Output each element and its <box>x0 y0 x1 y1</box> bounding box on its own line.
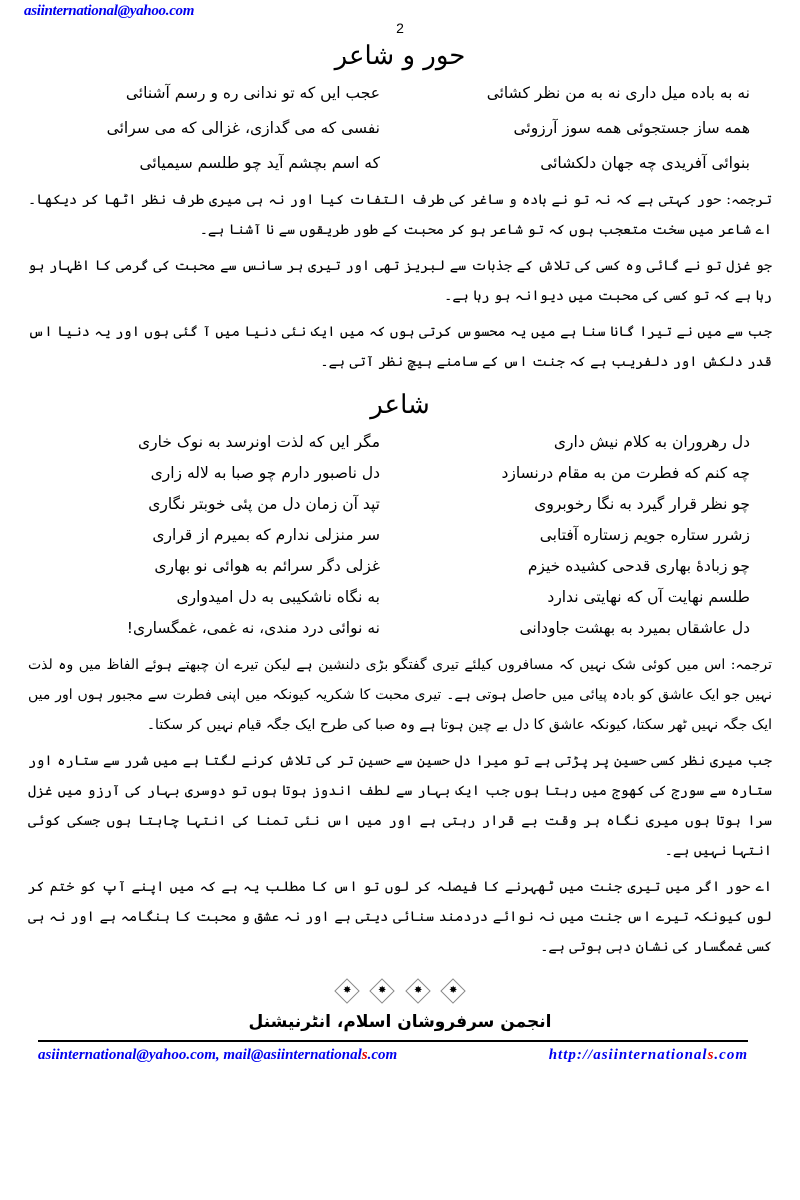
translation-paragraph: جب سے میں نے تیرا گانا سنا ہے میں یہ محسوس کرتی ہوں کہ میں ایک نئی دنیا میں آ گئی ہوں اور یہ دنیا اس قدر دلکش اور دلفریب ہے کہ جنت اس کے سامنے ہیچ نظر آتی ہے۔ <box>28 324 772 370</box>
star-ornament-icon: ✸ <box>448 984 457 996</box>
footer-emails <box>38 1045 397 1065</box>
verse-line: دل ناصبور دارم چو صبا به لاله زاری <box>150 464 380 482</box>
footer <box>38 1045 748 1065</box>
verse-line: زشرر ستاره جویم زستاره آفتابی <box>539 526 750 544</box>
star-ornament-frame <box>335 978 360 1003</box>
url-prefix: http://asiinternational <box>548 1047 708 1063</box>
mail-red-letter: s <box>361 1047 368 1063</box>
header-email[interactable]: asiinternational@yahoo.com <box>24 3 195 19</box>
verse-line: چه کنم که فطرت من به مقام درنسازد <box>501 464 750 482</box>
verse-line: چو زبادهٔ بهاری قدحی کشیده خیزم <box>527 557 750 575</box>
verse-line: نه به باده میل داری نه به من نظر کشائی <box>486 84 750 102</box>
verse-line: عجب ایں که تو ندانی ره و رسم آشنائی <box>125 84 380 102</box>
verse-line: بنوائی آفریدی چه جهان دلکشائی <box>540 154 750 172</box>
verse-line: غزلی دگر سرائم به هوائی نو بهاری <box>154 557 380 575</box>
verse-line: که اسم بچشم آید چو طلسم سیمیائی <box>139 154 380 172</box>
mail-suffix: .com <box>367 1047 398 1063</box>
verse-line: دل عاشقاں بمیرد به بهشت جاودانی <box>519 619 750 637</box>
url-red-letter: s <box>707 1047 715 1063</box>
verse-line: سر منزلی ندارم که بمیرم از قراری <box>152 526 380 544</box>
translation-paragraph: جب میری نظر کسی حسین پر پڑتی ہے تو میرا دل حسین سے حسین تر کی تلاش کرنے لگتا ہے میں شرر سے ستارہ اور ستارہ سے سورج کی کھوج میں رہتا ہوں جب ایک بہار سے لطف اندوز ہوتا ہوں تو دوسری بہار کی آرزو میں غزل سرا ہوتا ہوں میری نگاہ ہر وقت بے قرار رہتی ہے اور میں اس نئی تمنا کی انتہا چاہتا ہوں جسکی کوئی انتہا نہیں ہے۔ <box>28 753 772 859</box>
verse-line: نه نوائی درد مندی، نه غمی، غمگساری! <box>126 619 380 637</box>
mail-prefix: mail@asiinternational <box>223 1047 362 1063</box>
star-ornament-icon: ✸ <box>413 984 422 996</box>
star-ornament-icon: ✸ <box>378 984 387 996</box>
url-suffix: .com <box>714 1047 748 1063</box>
page-title: حور و شاعر <box>334 41 466 71</box>
footer-email-link[interactable]: asiinternational@yahoo.com <box>38 1047 216 1063</box>
verse-line: مگر ایں که لذت اونرسد به نوک خاری <box>138 433 380 451</box>
verse-line: طلسم نهایت آں که نهایتی ندارد <box>547 588 750 606</box>
footer-divider <box>38 1040 748 1042</box>
footer-url-link[interactable] <box>549 1045 748 1065</box>
star-ornament-icon: ✸ <box>343 984 352 996</box>
poem-2 <box>0 431 800 640</box>
section-title: شاعر <box>370 390 430 420</box>
verse-line: چو نظر قرار گیرد به نگا رخوبروی <box>534 495 750 513</box>
footer-mail-link[interactable] <box>223 1047 397 1063</box>
translation-paragraph: ترجمہ: اس میں کوئی شک نہیں کہ مسافروں کیلئے تیری گفتگو بڑی دلنشین ہے لیکن تیرے ان چبھتے ہوئے الفاظ میں وہ لذت نہیں جو ایک عاشق کو بادہ پیائی میں حاصل ہوتی ہے۔ تیری محبت کا شکریہ کیونکہ میں اپنی فطرت سے مجبور ہوں اور میں ایک جگہ نہیں ٹھر سکتا، کیونکہ عاشق کا دل بے چین ہوتا ہے وہ صبا کی طرح ایک جگہ قیام نہیں کر سکتا۔ <box>28 657 772 733</box>
poem-1 <box>0 82 800 175</box>
translation-paragraph: ترجمہ: حور کہتی ہے کہ نہ تو نے بادہ و ساغر کی طرف التفات کیا اور نہ ہی میری طرف نظر اٹھا کر دیکھا۔ اے شاعر میں سخت متعجب ہوں کہ تو شاعر ہو کر محبت کے طور طریقوں سے نا آشنا ہے۔ <box>28 192 772 238</box>
verse-line: نفسی که می گدازی، غزالی که می سرائی <box>106 119 380 137</box>
footer-separator: , <box>215 1047 220 1063</box>
verse-line: همه ساز جستجوئی همه سوز آرزوئی <box>513 119 750 137</box>
organization-name: انجمن سرفروشان اسلام، انٹرنیشنل <box>248 1012 552 1032</box>
verse-line: تپد آن زمان دل من پئی خوبتر نگاری <box>148 495 380 513</box>
star-ornament-frame <box>405 978 430 1003</box>
translation-paragraph: جو غزل تو نے گائی وہ کسی کی تلاش کے جذبات سے لبریز تھی اور تیری ہر سانس سے محبت کی گرمی کا اظہار ہو رہا ہے کہ تو کسی کی محبت میں دیوانہ ہو رہا ہے۔ <box>28 258 772 304</box>
page-number: 2 <box>396 20 404 36</box>
translation-paragraph: اے حور اگر میں تیری جنت میں ٹھہرنے کا فیصلہ کر لوں تو اس کا مطلب یہ ہے کہ میں اپنے آپ کو ختم کر لوں کیونکہ تیرے اس جنت میں نہ نوائے دردمند سنائی دیتی ہے اور نہ عشق و محبت کا ہنگامہ ہے اور نہ ہی کسی غمگسار کی نشان دہی ہوتی ہے۔ <box>28 879 772 955</box>
verse-line: به نگاه ناشکیبی به دل امیدواری <box>176 588 380 606</box>
star-ornament-frame <box>370 978 395 1003</box>
verse-line: دل رهروران به کلام نیش داری <box>553 433 750 451</box>
ornament-divider <box>0 976 800 1000</box>
star-ornament-frame <box>440 978 465 1003</box>
